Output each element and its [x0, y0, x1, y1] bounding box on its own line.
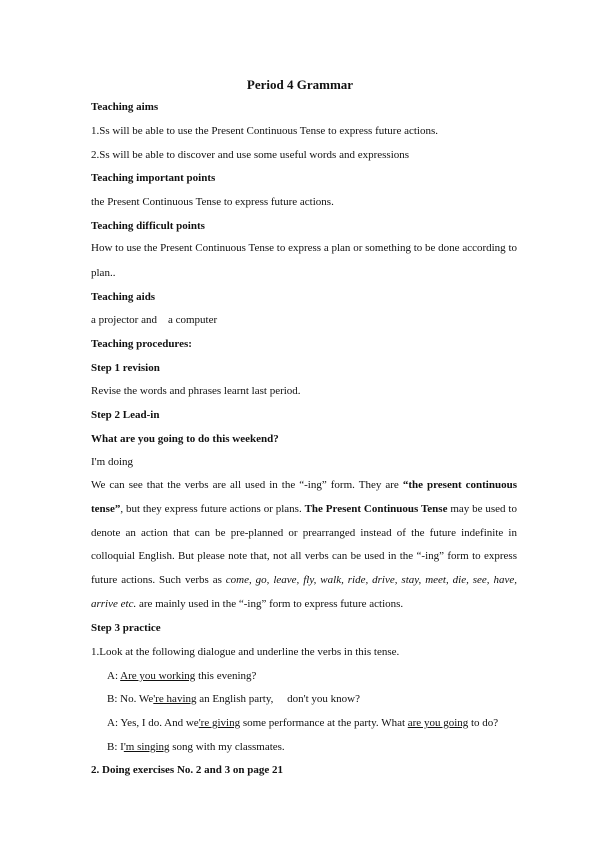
underlined-verb: Are you working	[120, 670, 196, 682]
dialogue-line-3	[107, 716, 533, 730]
underlined-verb: are you going	[407, 717, 469, 729]
text-run: this evening?	[195, 670, 257, 682]
important-text: the Present Continuous Tense to express future actions.	[91, 196, 334, 208]
aids-text: a projector and a computer	[91, 314, 218, 326]
underlined-verb: 'm singing	[123, 741, 170, 753]
aims-heading: Teaching aims	[91, 101, 159, 113]
step3-heading: Step 3 practice	[91, 622, 161, 634]
text-run: song with my classmates.	[169, 741, 285, 753]
step2-question: What are you going to do this weekend?	[91, 433, 279, 445]
text-run: B: No. We	[107, 693, 154, 705]
text-run: some performance at the party. What	[240, 717, 408, 729]
text-run: A: Yes, I do. And we	[107, 717, 199, 729]
step1-heading: Step 1 revision	[91, 362, 160, 374]
page-title: Period 4 Grammar	[246, 77, 354, 92]
important-heading: Teaching important points	[91, 172, 216, 184]
difficult-line-2: plan..	[91, 267, 116, 279]
text-run-italic: arrive etc.	[91, 598, 137, 610]
procedures-heading: Teaching procedures:	[91, 338, 192, 350]
text-run: A:	[107, 670, 121, 682]
step2-paragraph-line-3: denote an action that can be pre-planned or prearranged instead of the future indefinite in	[91, 527, 517, 539]
text-run: an English party, don't you know?	[196, 693, 360, 705]
step2-paragraph-line-6	[91, 598, 517, 610]
step2-paragraph-line-4: colloquial English. But please note that, not all verbs can be used in the “-ing” form to express	[91, 550, 517, 562]
underlined-verb: 're having	[153, 693, 197, 705]
text-run-bold: The Present Continuous Tense	[304, 503, 448, 515]
difficult-heading: Teaching difficult points	[91, 220, 205, 232]
step2-paragraph-line-1	[91, 479, 517, 491]
text-run: We can see that the verbs are all used in the “-ing” form. They are	[91, 479, 403, 491]
step3-exercise: 2. Doing exercises No. 2 and 3 on page 21	[91, 764, 283, 776]
dialogue-line-4	[107, 740, 533, 754]
dialogue-line-2	[107, 692, 533, 706]
text-run-bold: tense”	[91, 503, 121, 515]
text-run: , but they express future actions or plans.	[120, 503, 305, 515]
text-run-italic: come, go, leave, fly, walk, ride, drive, stay, meet, die, see, have,	[225, 574, 517, 586]
step2-answer: I'm doing	[91, 456, 134, 468]
step2-paragraph-line-2	[91, 503, 517, 515]
aids-heading: Teaching aids	[91, 291, 156, 303]
text-run: future actions. Such verbs as	[91, 574, 226, 586]
text-run: are mainly used in the “-ing” form to express future actions.	[136, 598, 404, 610]
text-run-bold: “the present continuous	[402, 479, 517, 491]
step2-paragraph-line-5	[91, 574, 517, 586]
dialogue-line-1	[107, 669, 533, 683]
step3-instruction: 1.Look at the following dialogue and underline the verbs in this tense.	[91, 646, 400, 658]
text-run: B: I	[107, 741, 124, 753]
aims-item-2: 2.Ss will be able to discover and use some useful words and expressions	[91, 149, 410, 161]
underlined-verb: 're giving	[198, 717, 241, 729]
difficult-line-1: How to use the Present Continuous Tense to express a plan or something to be done according to	[91, 242, 517, 254]
step2-heading: Step 2 Lead-in	[91, 409, 160, 421]
aims-item-1: 1.Ss will be able to use the Present Continuous Tense to express future actions.	[91, 125, 438, 137]
text-run: may be used to	[447, 503, 517, 515]
step1-text: Revise the words and phrases learnt last period.	[91, 385, 301, 397]
text-run: to do?	[468, 717, 499, 729]
